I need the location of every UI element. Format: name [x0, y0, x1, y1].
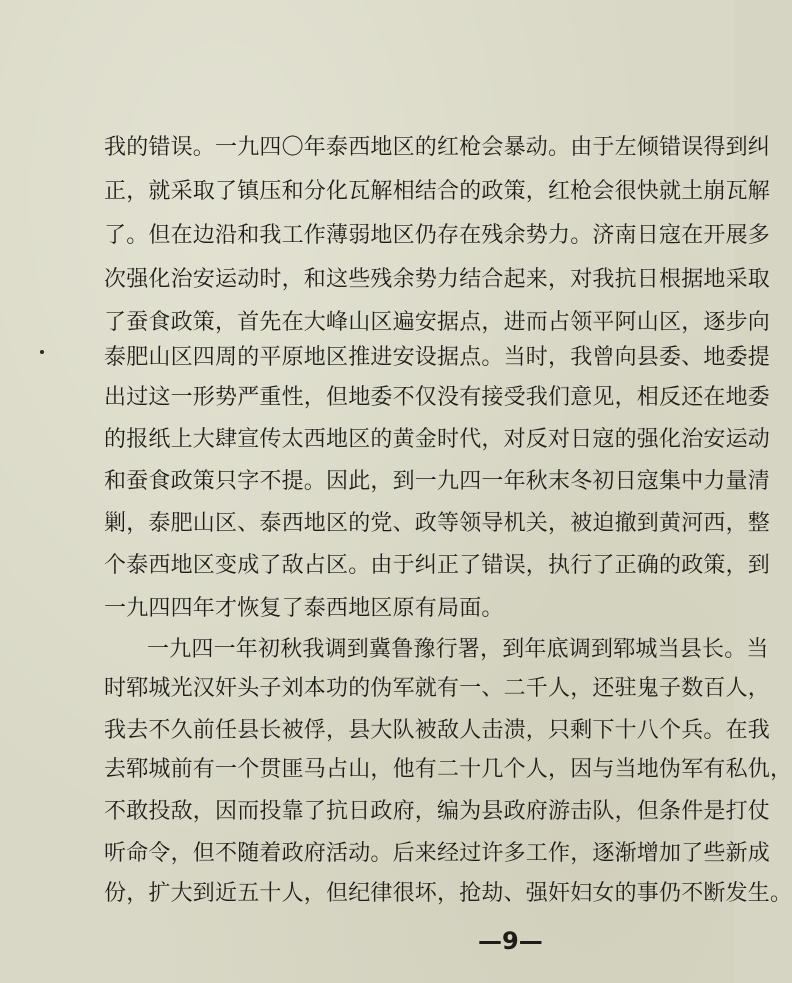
text-line: 我的错误。一九四〇年泰西地区的红枪会暴动。由于左倾错误得到纠 [104, 135, 771, 160]
page-number: —9— [478, 927, 543, 955]
text-line: 的报纸上大肆宣传太西地区的黄金时代，对反对日寇的强化治安运动 [104, 427, 771, 452]
text-line: 了蚕食政策，首先在大峰山区遍安据点，进而占领平阿山区，逐步向 [104, 310, 771, 335]
text-line: 泰肥山区四周的平原地区推进安设据点。当时，我曾向县委、地委提 [104, 345, 771, 370]
margin-mark [40, 350, 44, 354]
text-line: 出过这一形势严重性，但地委不仅没有接受我们意见，相反还在地委 [104, 385, 771, 410]
text-line: 不敢投敌，因而投靠了抗日政府，编为县政府游击队，但条件是打仗 [104, 799, 771, 824]
text-line: 我去不久前任县长被俘，县大队被敌人击溃，只剩下十八个兵。在我 [104, 718, 771, 743]
text-line: 份，扩大到近五十人，但纪律很坏，抢劫、强奸妇女的事仍不断发生。 [104, 881, 792, 906]
text-line: 一九四一年初秋我调到冀鲁豫行署，到年底调到郓城当县长。当 [147, 637, 769, 662]
text-line: 正，就采取了镇压和分化瓦解相结合的政策，红枪会很快就土崩瓦解 [104, 179, 771, 204]
text-line: 去郓城前有一个贯匪马占山，他有二十几个人，因与当地伪军有私仇， [104, 757, 792, 782]
text-line: 听命令，但不随着政府活动。后来经过许多工作，逐渐增加了些新成 [104, 841, 771, 866]
text-line: 和蚕食政策只字不提。因此，到一九四一年秋末冬初日寇集中力量清 [104, 469, 771, 494]
text-line: 剿，泰肥山区、泰西地区的党、政等领导机关，被迫撤到黄河西，整 [104, 511, 771, 536]
text-line: 时郓城光汉奸头子刘本功的伪军就有一、二千人，还驻鬼子数百人， [104, 676, 771, 701]
text-line: 个泰西地区变成了敌占区。由于纠正了错误，执行了正确的政策，到 [104, 553, 771, 578]
text-line: 次强化治安运动时，和这些残余势力结合起来，对我抗日根据地采取 [104, 267, 771, 292]
text-line: 一九四四年才恢复了泰西地区原有局面。 [104, 596, 504, 621]
text-line: 了。但在边沿和我工作薄弱地区仍存在残余势力。济南日寇在开展多 [104, 223, 771, 248]
